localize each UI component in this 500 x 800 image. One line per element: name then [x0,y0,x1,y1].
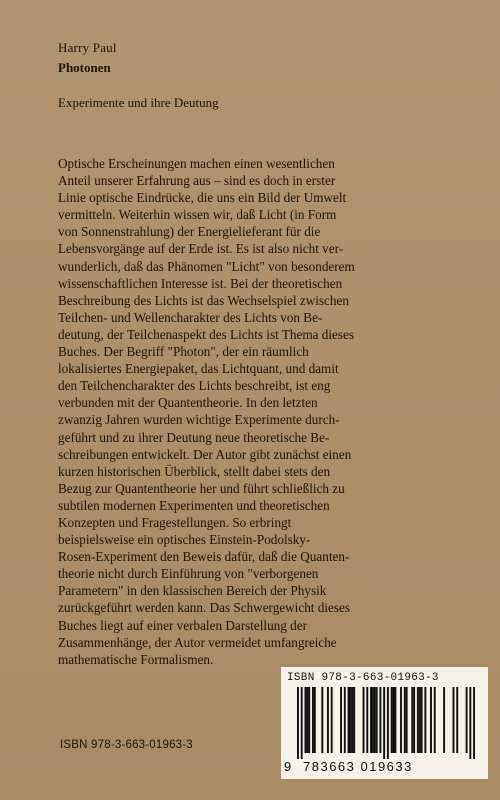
barcode-bar [312,687,314,753]
blurb-line: Rosen-Experiment den Beweis dafür, daß die Quanten- [58,549,350,565]
barcode-bar [424,687,426,753]
barcode-bar [434,687,436,753]
barcode-bar [466,687,468,753]
barcode-bar [379,687,381,753]
blurb-line: Anteil unserer Erfahrung aus – sind es doch in erster [58,173,336,189]
blurb-line: wissenschaftlichen Interesse ist. Bei der theoretischen [58,275,343,291]
blurb-line: Zusammenhänge, der Autor vermeidet umfangreiche [58,634,337,650]
blurb-line: Buches liegt auf einer verbalen Darstellung der [58,617,307,633]
blurb-line: Optische Erscheinungen machen einen wesentlichen [58,156,335,171]
barcode-bar [353,687,355,753]
isbn-label: ISBN 978-3-663-01963-3 [60,739,193,751]
barcode-bar [297,687,299,759]
barcode-bar [411,687,413,753]
author-name: Harry Paul [58,40,117,55]
blurb-line: schreibungen entwickelt. Der Autor gibt zunächst einen [58,446,352,462]
blurb-line: Lebensvorgänge auf der Erde ist. Es ist also nicht ver- [58,241,344,257]
barcode-bar [387,687,389,759]
blurb-line: Konzepten und Fragestellungen. So erbringt [58,514,292,530]
barcode-digits-rest: 783663 019633 [303,759,413,774]
barcode-bar [453,687,455,753]
barcode-bar [406,687,408,753]
blurb-line: theorie nicht durch Einführung von "verborgenen [58,566,319,582]
book-subtitle: Experimente und ihre Deutung [58,95,219,110]
barcode-bar [443,687,445,753]
barcode-bar [421,687,423,753]
blurb-line: Parametern" in den klassischen Bereich der Physik [58,583,327,599]
blurb-line: verbunden mit der Quantentheorie. In den letzten [58,395,318,411]
barcode-bar [327,687,329,753]
barcode-bar [391,687,393,753]
barcode-bar [394,687,396,753]
barcode-bar [301,687,303,759]
blurb-line: Buches. Der Begriff "Photon", der ein räumlich [58,344,309,360]
barcode-bar [306,687,308,753]
blurb-line: Linie optische Eindrücke, die uns ein Bild der Umwelt [58,190,347,206]
barcode-bar [400,687,402,753]
barcode-bar [331,687,333,753]
barcode-bar [456,687,458,753]
barcode-isbn-label: ISBN 978-3-663-01963-3 [287,672,439,684]
barcode-bar [372,687,374,753]
barcode-bar [419,687,421,753]
barcode-bar [383,687,385,759]
barcode-graphic [297,687,475,759]
barcode-bar [349,687,351,753]
barcode-bar [430,687,432,753]
blurb-line: vermitteln. Weiterhin wissen wir, daß Licht (in Form [58,207,337,223]
blurb-line: subtilen modernen Experimenten und theoretischen [58,497,330,513]
barcode-bar [473,687,475,759]
blurb-line: Teilchen- und Wellencharakter des Lichts von Be- [58,309,323,325]
blurb-line: von Sonnenstrahlung) der Energielieferant für die [58,224,321,240]
blurb-line: den Teilchencharakter des Lichts beschreibt, ist eng [58,378,331,394]
barcode-bar [366,687,368,753]
barcode-bar [363,687,365,753]
barcode-bar [314,687,316,753]
barcode-bar [469,687,471,759]
barcode-panel [281,667,488,779]
barcode-bar [351,687,353,753]
barcode-bar [374,687,376,753]
blurb-line: geführt und zu ihrer Deutung neue theoretische Be- [58,429,330,445]
barcode-bar [393,687,395,753]
barcode-bar [304,687,306,753]
barcode-bar [344,687,346,753]
blurb-line: Bezug zur Quantentheorie her und führt schließlich zu [58,480,345,496]
blurb-line: deutung, der Teilchenaspekt des Lichts ist Thema dieses [58,326,354,342]
blurb-line: zurückgeführt werden kann. Das Schwergewicht dieses [58,600,350,616]
blurb-line: zwanzig Jahren wurden wichtige Experimente durch- [58,412,340,428]
barcode-bar [370,687,372,753]
barcode-bar [404,687,406,753]
blurb-text [58,155,442,668]
barcode-bar [340,687,342,753]
blurb-line: kurzen historischen Überblick, stellt dabei stets den [58,463,331,479]
barcode-bar [348,687,350,753]
barcode-bar [413,687,415,753]
blurb-line: beispielsweise ein optisches Einstein-Podolsky- [58,532,311,548]
blurb-line: lokalisiertes Energiepaket, das Lichtquant, und damit [58,361,339,377]
blurb-line: Beschreibung des Lichts ist das Wechselspiel zwischen [58,292,349,308]
barcode-bar [308,687,310,753]
barcode-bar [417,687,419,753]
book-title: Photonen [58,60,111,75]
barcode-bar [321,687,323,753]
blurb-line: mathematische Formalismen. [58,651,214,667]
barcode-bar [376,687,378,753]
barcode-digit-first: 9 [284,759,293,774]
blurb-line: wunderlich, daß das Phänomen "Licht" von besonderem [58,258,355,274]
